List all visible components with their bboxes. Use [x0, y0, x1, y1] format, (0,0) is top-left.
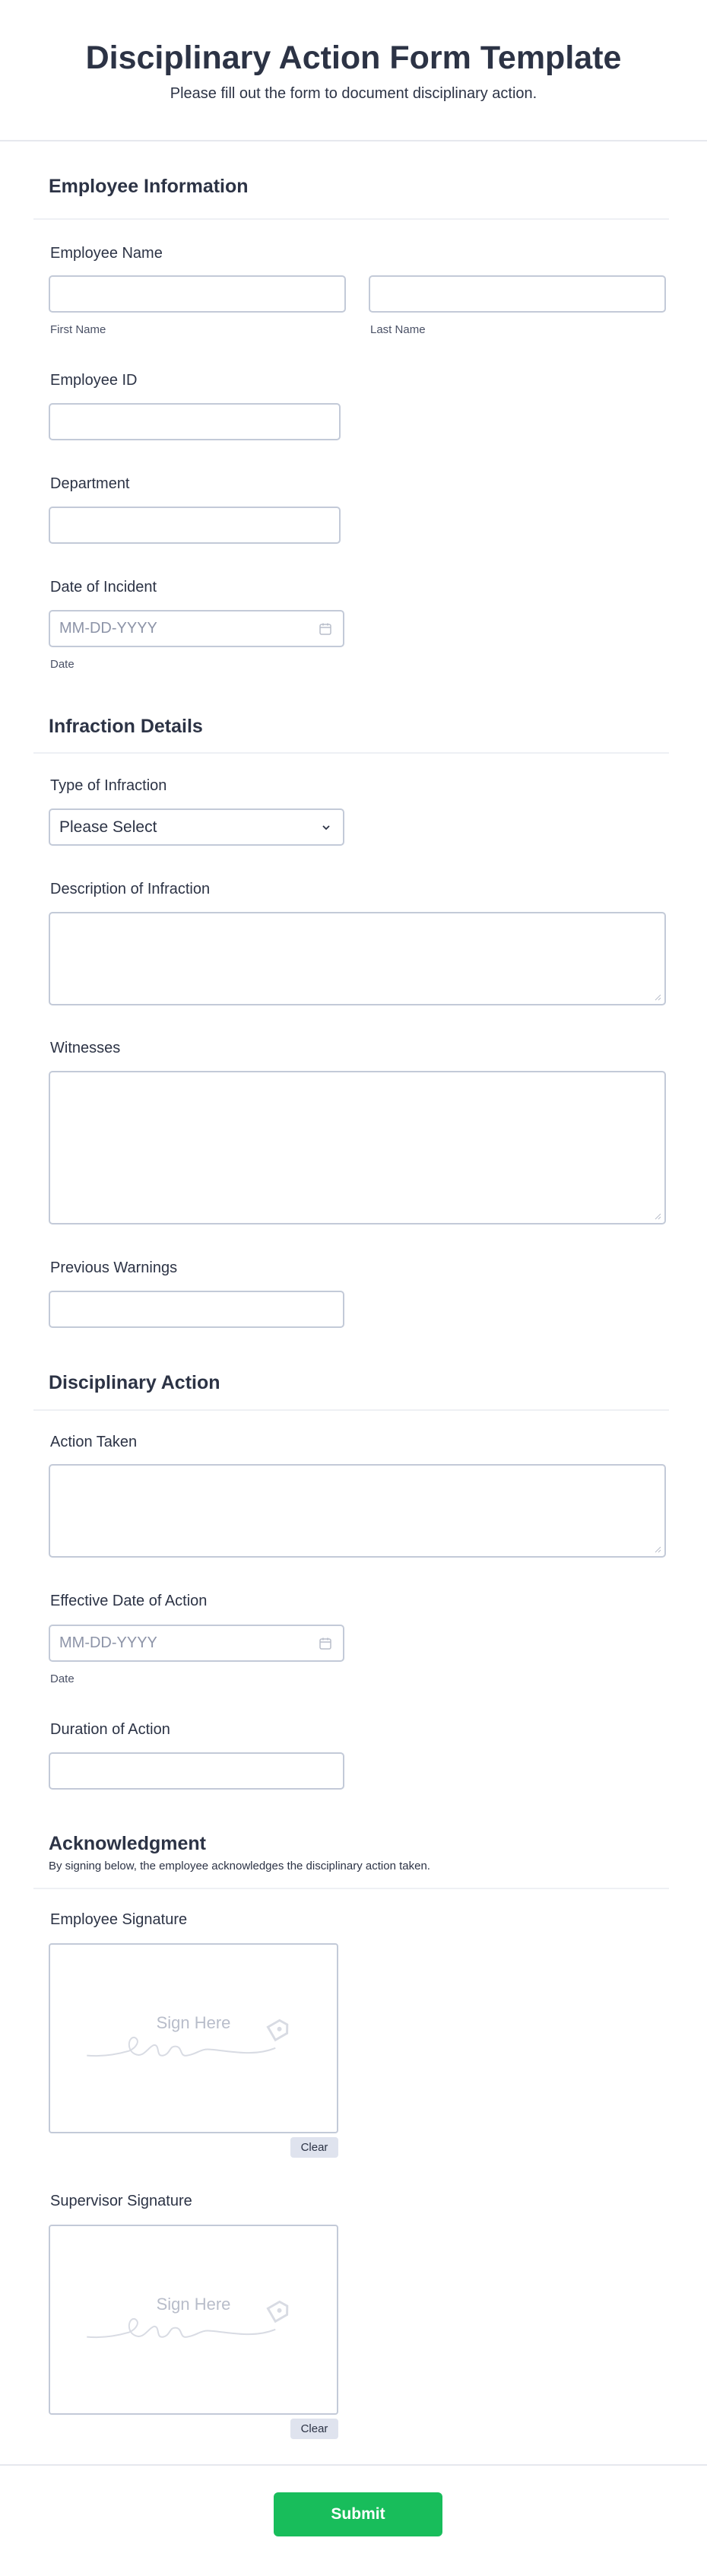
- duration-of-action-input[interactable]: [49, 1752, 344, 1790]
- section-title-infraction-details: Infraction Details: [49, 716, 203, 737]
- form-subtitle: Please fill out the form to document disciplinary action.: [170, 85, 537, 102]
- type-of-infraction-label: Type of Infraction: [50, 777, 167, 794]
- resize-handle-icon[interactable]: [654, 993, 661, 1001]
- clear-employee-signature-button[interactable]: Clear: [290, 2137, 338, 2158]
- calendar-icon[interactable]: [319, 1637, 332, 1650]
- first-name-sublabel: First Name: [50, 323, 106, 336]
- type-of-infraction-select[interactable]: [49, 808, 344, 846]
- supervisor-signature-label: Supervisor Signature: [50, 2193, 192, 2209]
- form-title: Disciplinary Action Form Template: [85, 40, 622, 76]
- first-name-input[interactable]: [49, 275, 346, 313]
- previous-warnings-input[interactable]: [49, 1291, 344, 1328]
- clear-supervisor-signature-button[interactable]: Clear: [290, 2419, 338, 2439]
- sign-here-placeholder: Sign Here: [156, 2295, 231, 2314]
- employee-name-label: Employee Name: [50, 245, 163, 262]
- calendar-icon[interactable]: [319, 622, 332, 636]
- description-of-infraction-textarea[interactable]: [49, 912, 666, 1005]
- last-name-sublabel: Last Name: [370, 323, 426, 336]
- footer-divider: [0, 2464, 707, 2466]
- effective-date-label: Effective Date of Action: [50, 1593, 208, 1609]
- section-divider: [33, 218, 669, 220]
- section-divider: [33, 752, 669, 754]
- signature-squiggle-icon: [50, 2226, 337, 2413]
- date-sublabel: Date: [50, 658, 75, 671]
- duration-of-action-label: Duration of Action: [50, 1721, 170, 1738]
- employee-id-input[interactable]: [49, 403, 341, 440]
- description-of-infraction-label: Description of Infraction: [50, 881, 211, 897]
- employee-signature-label: Employee Signature: [50, 1911, 188, 1928]
- witnesses-textarea[interactable]: [49, 1071, 666, 1224]
- previous-warnings-label: Previous Warnings: [50, 1259, 178, 1276]
- effective-date-input[interactable]: [49, 1625, 344, 1662]
- acknowledgment-description: By signing below, the employee acknowledges the disciplinary action taken.: [49, 1860, 430, 1872]
- resize-handle-icon[interactable]: [654, 1212, 661, 1220]
- signature-squiggle-icon: [50, 1945, 337, 2132]
- action-taken-label: Action Taken: [50, 1434, 138, 1450]
- submit-button[interactable]: Submit: [274, 2492, 442, 2536]
- select-value: Please Select: [59, 818, 157, 836]
- date-of-incident-input[interactable]: [49, 610, 344, 647]
- section-divider: [33, 1409, 669, 1411]
- last-name-input[interactable]: [369, 275, 666, 313]
- sign-here-placeholder: Sign Here: [156, 2013, 231, 2032]
- supervisor-signature-pad[interactable]: [49, 2225, 338, 2415]
- date-of-incident-label: Date of Incident: [50, 579, 157, 596]
- date-sublabel: Date: [50, 1672, 75, 1685]
- department-input[interactable]: [49, 507, 341, 544]
- employee-signature-pad[interactable]: [49, 1943, 338, 2133]
- witnesses-label: Witnesses: [50, 1040, 121, 1056]
- form-header: [0, 0, 707, 141]
- section-title-employee-information: Employee Information: [49, 176, 249, 197]
- employee-id-label: Employee ID: [50, 372, 138, 389]
- section-divider: [33, 1888, 669, 1889]
- resize-handle-icon[interactable]: [654, 1545, 661, 1553]
- section-title-acknowledgment: Acknowledgment: [49, 1833, 206, 1854]
- department-label: Department: [50, 475, 130, 492]
- date-placeholder: MM-DD-YYYY: [59, 1634, 157, 1651]
- action-taken-textarea[interactable]: [49, 1464, 666, 1558]
- chevron-down-icon: [320, 821, 332, 834]
- date-placeholder: MM-DD-YYYY: [59, 620, 157, 637]
- section-title-disciplinary-action: Disciplinary Action: [49, 1372, 220, 1393]
